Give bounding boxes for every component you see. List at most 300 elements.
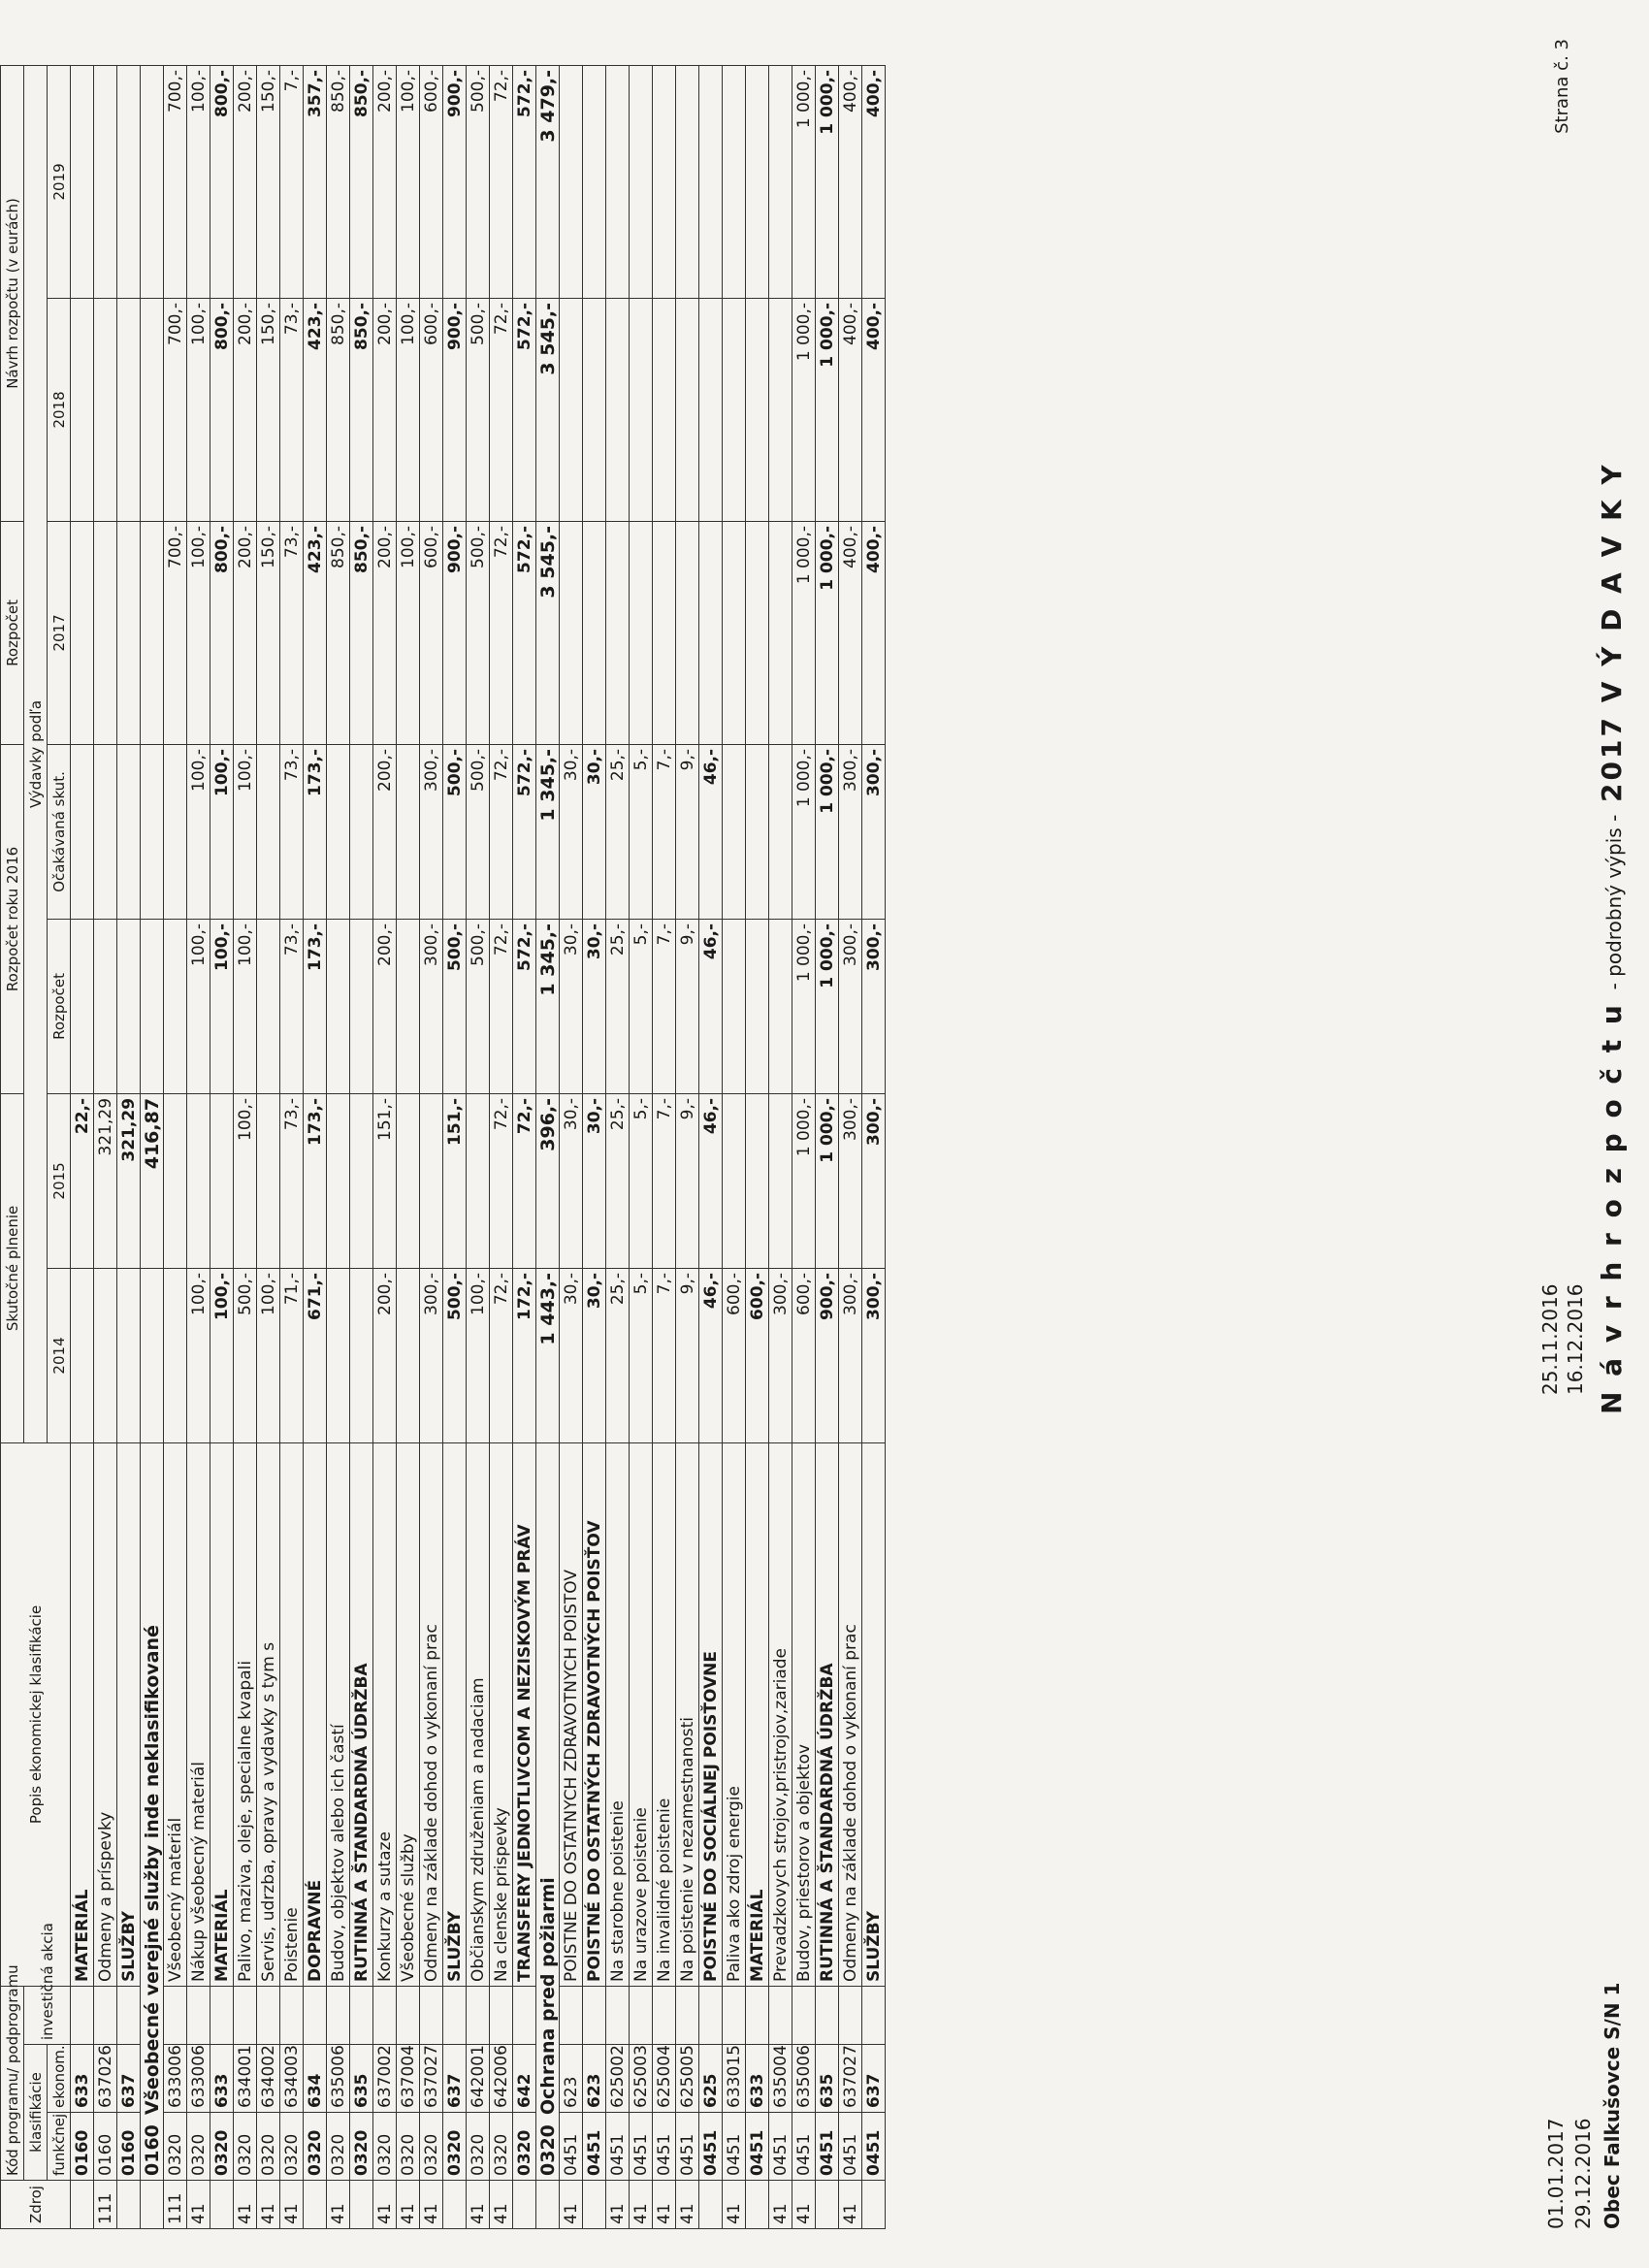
cell-n2018: 400,- <box>839 298 862 521</box>
cell-o2016: 30,- <box>583 744 606 919</box>
cell-n2018: 1 000,- <box>816 298 839 521</box>
cell-zdroj: 41 <box>769 2181 792 2229</box>
cell-n2018: 500,- <box>467 298 490 521</box>
cell-r2017: 900,- <box>443 521 467 744</box>
table-row <box>187 65 210 2228</box>
cell-ekon: 635 <box>350 2045 373 2113</box>
col-ocakavana-2016: Očakávaná skut. <box>48 744 71 919</box>
cell-func: 0320 <box>467 2113 490 2181</box>
cell-s2014: 172,- <box>513 1268 536 1442</box>
cell-popis: Na poistenie v nezamestnanosti <box>676 1442 699 1986</box>
cell-popis: POISTNÉ DO OSTATNÝCH ZDRAVOTNÝCH POISŤOV <box>583 1442 606 1986</box>
cell-r2016 <box>327 919 350 1093</box>
cell-inv <box>443 1986 467 2044</box>
cell-zdroj: 41 <box>723 2181 746 2229</box>
cell-ekon: 634001 <box>234 2045 257 2113</box>
cell-s2014 <box>141 1268 164 1442</box>
cell-s2014 <box>397 1268 420 1442</box>
cell-r2016: 7,- <box>653 919 676 1093</box>
cell-ekon: 637 <box>443 2045 467 2113</box>
cell-o2016 <box>769 744 792 919</box>
cell-s2015: 5,- <box>630 1093 653 1268</box>
cell-s2015: 151,- <box>373 1093 397 1268</box>
cell-n2018: 1 000,- <box>792 298 816 521</box>
cell-o2016 <box>723 744 746 919</box>
cell-o2016: 46,- <box>699 744 723 919</box>
cell-func: 0320 <box>327 2113 350 2181</box>
cell-s2015: 151,- <box>443 1093 467 1268</box>
table-row <box>606 65 630 2228</box>
table-row <box>653 65 676 2228</box>
cell-func: 0320 <box>443 2113 467 2181</box>
cell-r2016 <box>141 919 164 1093</box>
cell-r2017 <box>653 521 676 744</box>
table-row <box>71 65 94 2228</box>
cell-inv <box>583 1986 606 2044</box>
cell-popis: Na clenske prispevky <box>490 1442 513 1986</box>
cell-n2018: 850,- <box>327 298 350 521</box>
cell-zdroj: 41 <box>676 2181 699 2229</box>
print-date: 29.12.2016 <box>1571 2118 1595 2229</box>
cell-ekon: 633006 <box>187 2045 210 2113</box>
cell-s2014: 200,- <box>373 1268 397 1442</box>
cell-popis: Občianskym združeniam a nadaciam <box>467 1442 490 1986</box>
cell-zdroj: 41 <box>257 2181 280 2229</box>
cell-n2019: 600,- <box>420 65 443 298</box>
table-row <box>397 65 420 2228</box>
cell-n2018 <box>676 298 699 521</box>
cell-r2017: 200,- <box>373 521 397 744</box>
cell-ekon: 637027 <box>420 2045 443 2113</box>
cell-popis: RUTINNÁ A ŠTANDARDNÁ ÚDRŽBA <box>350 1442 373 1986</box>
table-row <box>839 65 862 2228</box>
cell-n2019: 72,- <box>490 65 513 298</box>
table-row <box>676 65 699 2228</box>
cell-s2014: 71,- <box>280 1268 304 1442</box>
cell-zdroj <box>513 2181 536 2229</box>
cell-r2016 <box>164 919 187 1093</box>
cell-ekon: 625005 <box>676 2045 699 2113</box>
cell-n2018: 423,- <box>304 298 327 521</box>
cell-s2014: 671,- <box>304 1268 327 1442</box>
cell-r2017 <box>630 521 653 744</box>
cell-s2015: 173,- <box>304 1093 327 1268</box>
cell-o2016 <box>397 744 420 919</box>
cell-inv <box>769 1986 792 2044</box>
cell-r2017 <box>141 521 164 744</box>
cell-ekon: 637 <box>117 2045 141 2113</box>
cell-n2018: 200,- <box>373 298 397 521</box>
cell-n2019 <box>630 65 653 298</box>
cell-r2017: 572,- <box>513 521 536 744</box>
cell-o2016: 100,- <box>234 744 257 919</box>
cell-o2016: 300,- <box>420 744 443 919</box>
table-row <box>513 65 536 2228</box>
table-body <box>1 65 886 2228</box>
cell-popis: Paliva ako zdroj energie <box>723 1442 746 1986</box>
cell-r2016: 100,- <box>234 919 257 1093</box>
cell-o2016 <box>71 744 94 919</box>
cell-r2016: 46,- <box>699 919 723 1093</box>
cell-r2017: 150,- <box>257 521 280 744</box>
cell-popis: Poistenie <box>280 1442 304 1986</box>
cell-func: 0160 <box>117 2113 141 2181</box>
table-row <box>373 65 397 2228</box>
cell-popis: Konkurzy a sutaze <box>373 1442 397 1986</box>
cell-r2017 <box>560 521 583 744</box>
cell-inv <box>373 1986 397 2044</box>
cell-r2017: 700,- <box>164 521 187 744</box>
cell-zdroj: 111 <box>164 2181 187 2229</box>
cell-func: 0320 <box>234 2113 257 2181</box>
cell-func: 0160 <box>94 2113 117 2181</box>
cell-ekon: 635006 <box>792 2045 816 2113</box>
table-row <box>257 65 280 2228</box>
section-code: 0160 <box>141 2124 163 2176</box>
cell-zdroj: 41 <box>792 2181 816 2229</box>
cell-n2018: 100,- <box>397 298 420 521</box>
cell-inv <box>630 1986 653 2044</box>
cell-ekon: 625002 <box>606 2045 630 2113</box>
cell-o2016: 9,- <box>676 744 699 919</box>
cell-o2016: 500,- <box>443 744 467 919</box>
cell-inv <box>164 1986 187 2044</box>
cell-ekon: 623 <box>583 2045 606 2113</box>
cell-ekon: 634 <box>304 2045 327 2113</box>
title-main: N á v r h r o z p o č t u <box>1596 1002 1628 1414</box>
cell-r2017: 73,- <box>280 521 304 744</box>
date-4: 16.12.2016 <box>1564 1283 1587 1395</box>
col-vydavky-podla: Výdavky podľa <box>24 65 48 1442</box>
cell-inv <box>117 1986 141 2044</box>
cell-r2016: 500,- <box>443 919 467 1093</box>
cell-s2014: 25,- <box>606 1268 630 1442</box>
col-ekonom: ekonom. <box>48 2045 71 2113</box>
cell-r2016: 173,- <box>304 919 327 1093</box>
cell-n2019: 850,- <box>350 65 373 298</box>
cell-func: 0451 <box>653 2113 676 2181</box>
cell-r2016 <box>71 919 94 1093</box>
document-title <box>1596 462 1628 1414</box>
cell-n2019: 500,- <box>467 65 490 298</box>
cell-s2015: 321,29 <box>94 1093 117 1268</box>
cell-r2017: 100,- <box>397 521 420 744</box>
cell-s2015 <box>164 1093 187 1268</box>
cell-n2019: 700,- <box>164 65 187 298</box>
cell-func: 0451 <box>606 2113 630 2181</box>
cell-s2014: 900,- <box>816 1268 839 1442</box>
cell-n2018: 850,- <box>350 298 373 521</box>
cell-o2016: 100,- <box>210 744 234 919</box>
section-code: 0320 <box>536 2124 559 2176</box>
cell-popis: MATERIÁL <box>746 1442 769 1986</box>
cell-s2015: 321,29 <box>117 1093 141 1268</box>
cell-ekon: 642001 <box>467 2045 490 2113</box>
cell-s2015 <box>769 1093 792 1268</box>
table-row <box>746 65 769 2228</box>
budget-table <box>0 65 886 2229</box>
cell-n2018: 572,- <box>513 298 536 521</box>
cell-zdroj <box>141 2181 164 2229</box>
section-title <box>141 1442 164 2180</box>
cell-s2015: 22,- <box>71 1093 94 1268</box>
cell-o2016 <box>141 744 164 919</box>
organization-name: Obec Falkušovce S/N 1 <box>1600 1982 1624 2229</box>
cell-func: 0451 <box>676 2113 699 2181</box>
cell-r2016: 9,- <box>676 919 699 1093</box>
cell-r2016: 300,- <box>862 919 886 1093</box>
cell-o2016 <box>746 744 769 919</box>
cell-o2016: 1 000,- <box>792 744 816 919</box>
title-right: 2017 V Ý D A V K Y <box>1596 462 1628 802</box>
cell-n2019 <box>653 65 676 298</box>
cell-r2017 <box>117 521 141 744</box>
cell-r2016: 1 345,- <box>536 919 560 1093</box>
cell-s2015: 1 000,- <box>792 1093 816 1268</box>
cell-inv <box>490 1986 513 2044</box>
cell-n2019: 100,- <box>187 65 210 298</box>
cell-zdroj: 41 <box>653 2181 676 2229</box>
table-row <box>234 65 257 2228</box>
cell-ekon: 625 <box>699 2045 723 2113</box>
cell-r2017 <box>676 521 699 744</box>
cell-n2018 <box>653 298 676 521</box>
cell-n2018 <box>699 298 723 521</box>
cell-r2016: 72,- <box>490 919 513 1093</box>
cell-ekon: 634002 <box>257 2045 280 2113</box>
col-navrh <box>1 65 24 521</box>
cell-ekon: 633 <box>210 2045 234 2113</box>
table-row <box>443 65 467 2228</box>
cell-r2016: 30,- <box>560 919 583 1093</box>
cell-n2018: 700,- <box>164 298 187 521</box>
cell-o2016 <box>257 744 280 919</box>
cell-s2015: 9,- <box>676 1093 699 1268</box>
cell-r2017 <box>583 521 606 744</box>
cell-n2018 <box>723 298 746 521</box>
navrh-label: Návrh rozpočtu <box>3 277 21 389</box>
cell-zdroj: 111 <box>94 2181 117 2229</box>
cell-zdroj: 41 <box>397 2181 420 2229</box>
cell-func: 0451 <box>816 2113 839 2181</box>
cell-n2018 <box>117 298 141 521</box>
cell-popis: RUTINNÁ A ŠTANDARDNÁ ÚDRŽBA <box>816 1442 839 1986</box>
cell-zdroj <box>117 2181 141 2229</box>
cell-o2016: 300,- <box>862 744 886 919</box>
col-zdroj: Zdroj <box>1 2181 71 2229</box>
cell-n2019 <box>746 65 769 298</box>
cell-func: 0451 <box>630 2113 653 2181</box>
cell-inv <box>653 1986 676 2044</box>
cell-n2019: 572,- <box>513 65 536 298</box>
cell-s2014: 5,- <box>630 1268 653 1442</box>
cell-n2019 <box>71 65 94 298</box>
cell-r2017: 423,- <box>304 521 327 744</box>
cell-ekon: 637026 <box>94 2045 117 2113</box>
cell-s2015 <box>420 1093 443 1268</box>
table-row <box>560 65 583 2228</box>
cell-popis: POISTNÉ DO SOCIÁLNEJ POISŤOVNE <box>699 1442 723 1986</box>
cell-n2018 <box>606 298 630 521</box>
col-2017: 2017 <box>48 521 71 744</box>
cell-n2019: 900,- <box>443 65 467 298</box>
cell-s2014: 100,- <box>187 1268 210 1442</box>
cell-o2016: 300,- <box>839 744 862 919</box>
cell-r2017: 100,- <box>187 521 210 744</box>
cell-popis: POISTNE DO OSTATNYCH ZDRAVOTNYCH POISTOV <box>560 1442 583 1986</box>
cell-func: 0320 <box>187 2113 210 2181</box>
cell-ekon: 642006 <box>490 2045 513 2113</box>
cell-n2019 <box>676 65 699 298</box>
table-row <box>420 65 443 2228</box>
cell-ekon: 625003 <box>630 2045 653 2113</box>
cell-n2019: 3 479,- <box>536 65 560 298</box>
cell-s2014 <box>117 1268 141 1442</box>
cell-s2014: 72,- <box>490 1268 513 1442</box>
cell-popis: TRANSFERY JEDNOTLIVCOM A NEZISKOVÝM PRÁV <box>513 1442 536 1986</box>
cell-func: 0320 <box>257 2113 280 2181</box>
cell-inv <box>257 1986 280 2044</box>
cell-s2014: 300,- <box>862 1268 886 1442</box>
cell-r2017: 72,- <box>490 521 513 744</box>
cell-n2018 <box>769 298 792 521</box>
cell-r2017 <box>746 521 769 744</box>
cell-s2014 <box>164 1268 187 1442</box>
table-row <box>792 65 816 2228</box>
cell-zdroj <box>210 2181 234 2229</box>
cell-ekon: 625004 <box>653 2045 676 2113</box>
cell-n2018 <box>630 298 653 521</box>
table-row <box>583 65 606 2228</box>
cell-o2016: 7,- <box>653 744 676 919</box>
cell-s2014: 30,- <box>583 1268 606 1442</box>
cell-o2016: 1 000,- <box>816 744 839 919</box>
cell-r2016 <box>769 919 792 1093</box>
title-subtitle: - podrobný výpis - <box>1602 814 1626 990</box>
cell-func: 0451 <box>699 2113 723 2181</box>
cell-popis: Na invalidné poistenie <box>653 1442 676 1986</box>
cell-r2016: 73,- <box>280 919 304 1093</box>
cell-s2015 <box>746 1093 769 1268</box>
col-2015: 2015 <box>48 1093 71 1268</box>
cell-zdroj <box>746 2181 769 2229</box>
cell-inv <box>397 1986 420 2044</box>
cell-n2019: 150,- <box>257 65 280 298</box>
cell-r2017 <box>606 521 630 744</box>
cell-n2019 <box>583 65 606 298</box>
table-row <box>350 65 373 2228</box>
cell-r2017: 200,- <box>234 521 257 744</box>
cell-s2015 <box>397 1093 420 1268</box>
page-value: 3 <box>1552 39 1572 50</box>
cell-r2016: 25,- <box>606 919 630 1093</box>
cell-ekon: 633015 <box>723 2045 746 2113</box>
cell-s2014: 500,- <box>234 1268 257 1442</box>
cell-r2016: 300,- <box>420 919 443 1093</box>
table-row <box>699 65 723 2228</box>
cell-zdroj: 41 <box>327 2181 350 2229</box>
cell-n2019: 850,- <box>327 65 350 298</box>
cell-zdroj: 41 <box>373 2181 397 2229</box>
cell-r2017: 800,- <box>210 521 234 744</box>
cell-ekon: 623 <box>560 2045 583 2113</box>
cell-inv <box>210 1986 234 2044</box>
cell-inv <box>723 1986 746 2044</box>
cell-n2018 <box>71 298 94 521</box>
section-title <box>536 1442 560 2180</box>
cell-n2019: 400,- <box>862 65 886 298</box>
cell-s2015 <box>257 1093 280 1268</box>
table-row <box>94 65 117 2228</box>
col-kod: Kód programu/ podprogramu <box>1 1986 24 2180</box>
cell-n2019 <box>699 65 723 298</box>
cell-n2019 <box>141 65 164 298</box>
col-funkcnej: funkčnej <box>48 2113 71 2181</box>
cell-zdroj: 41 <box>187 2181 210 2229</box>
cell-func: 0451 <box>560 2113 583 2181</box>
table-row <box>723 65 746 2228</box>
cell-ekon: 637 <box>862 2045 886 2113</box>
cell-zdroj <box>536 2181 560 2229</box>
cell-popis: Palivo, maziva, oleje, specialne kvapali <box>234 1442 257 1986</box>
cell-n2018 <box>94 298 117 521</box>
cell-func: 0320 <box>490 2113 513 2181</box>
cell-s2014: 7,- <box>653 1268 676 1442</box>
cell-inv <box>304 1986 327 2044</box>
cell-popis: Nákup všeobecný materiál <box>187 1442 210 1986</box>
cell-s2014 <box>350 1268 373 1442</box>
cell-o2016: 25,- <box>606 744 630 919</box>
cell-s2015: 72,- <box>513 1093 536 1268</box>
cell-s2015: 100,- <box>234 1093 257 1268</box>
cell-inv <box>862 1986 886 2044</box>
cell-s2014: 600,- <box>723 1268 746 1442</box>
cell-popis: Servis, udrzba, opravy a vydavky s tym s <box>257 1442 280 1986</box>
table-row <box>467 65 490 2228</box>
cell-popis: SLUŽBY <box>862 1442 886 1986</box>
cell-o2016 <box>164 744 187 919</box>
cell-popis: MATERIÁL <box>71 1442 94 1986</box>
cell-func: 0451 <box>839 2113 862 2181</box>
cell-n2019 <box>117 65 141 298</box>
table-row <box>536 65 560 2228</box>
cell-s2015: 416,87 <box>141 1093 164 1268</box>
cell-popis: Budov, objektov alebo ich častí <box>327 1442 350 1986</box>
table-row <box>304 65 327 2228</box>
cell-func: 0320 <box>397 2113 420 2181</box>
cell-s2015: 300,- <box>839 1093 862 1268</box>
col-2019: 2019 <box>48 65 71 298</box>
cell-s2014 <box>327 1268 350 1442</box>
cell-r2017 <box>769 521 792 744</box>
cell-n2019 <box>560 65 583 298</box>
cell-o2016: 572,- <box>513 744 536 919</box>
table-row <box>490 65 513 2228</box>
cell-ekon: 637002 <box>373 2045 397 2113</box>
cell-inv <box>792 1986 816 2044</box>
period-date: 01.01.2017 <box>1544 2118 1568 2229</box>
cell-r2017: 400,- <box>862 521 886 744</box>
cell-s2014: 600,- <box>746 1268 769 1442</box>
cell-func: 0320 <box>513 2113 536 2181</box>
cell-func: 0451 <box>792 2113 816 2181</box>
cell-func: 0451 <box>723 2113 746 2181</box>
cell-n2019: 1 000,- <box>792 65 816 298</box>
table-row <box>327 65 350 2228</box>
col-2014: 2014 <box>48 1268 71 1442</box>
cell-zdroj: 41 <box>490 2181 513 2229</box>
cell-inv <box>71 1986 94 2044</box>
